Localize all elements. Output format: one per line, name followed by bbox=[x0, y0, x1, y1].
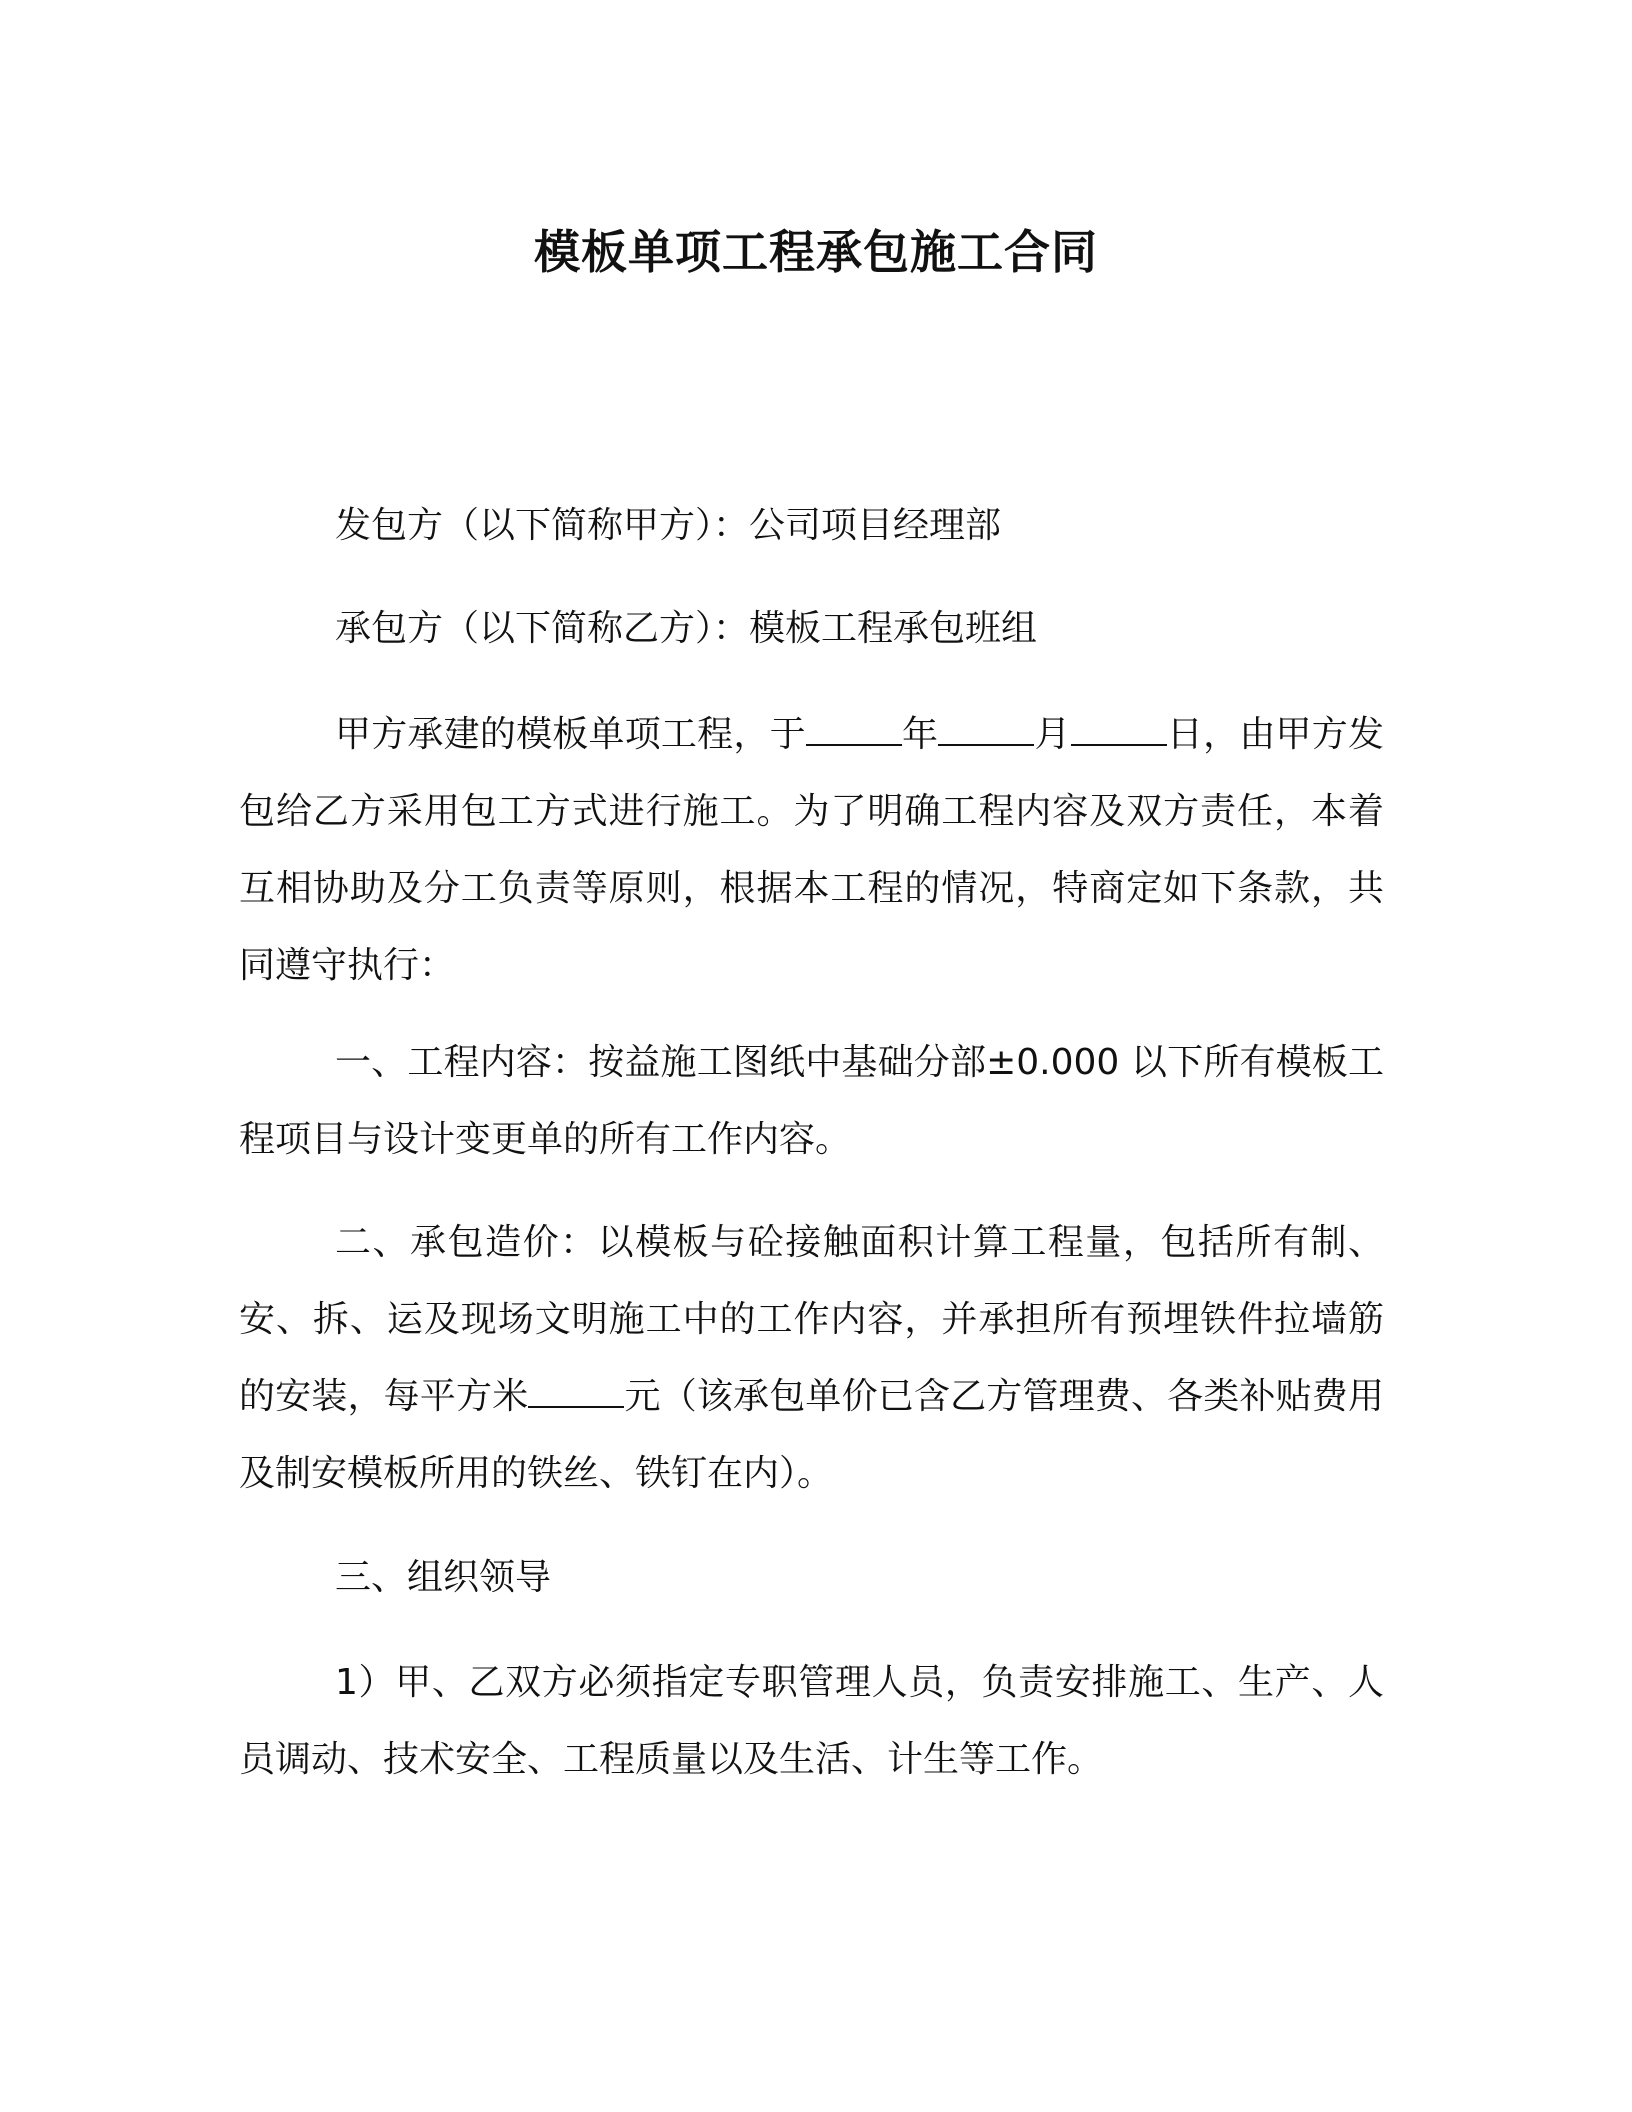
year-blank bbox=[806, 714, 902, 746]
section-1-text: 一、工程内容：按益施工图纸中基础分部±0.000 以下所有模板工程项目与设计变更单的所有工作内容。 bbox=[239, 1042, 1384, 1160]
section-3-heading bbox=[239, 1539, 1384, 1616]
month-label: 月 bbox=[1034, 714, 1071, 755]
day-blank bbox=[1071, 714, 1167, 746]
section-2-text-start: 二、承包造价：以模板与砼接触面积计算工程量，包括所有制、安、拆、运及现场文明施工中的工作内容，并承担所有预埋铁件拉墙筋的安装，每平方米 bbox=[239, 1222, 1384, 1417]
section-3-item-1-text: 1）甲、乙双方必须指定专职管理人员，负责安排施工、生产、人员调动、技术安全、工程质量以及生活、计生等工作。 bbox=[239, 1662, 1384, 1780]
section-1 bbox=[239, 1024, 1384, 1178]
section-2 bbox=[239, 1204, 1384, 1512]
party-b-line bbox=[239, 590, 1384, 667]
party-b-text: 承包方（以下简称乙方）：模板工程承包班组 bbox=[335, 608, 1038, 649]
document-title: 模板单项工程承包施工合同 bbox=[534, 225, 1098, 279]
intro-paragraph bbox=[239, 696, 1384, 1004]
party-a-text: 发包方（以下简称甲方）：公司项目经理部 bbox=[335, 505, 1002, 546]
price-blank bbox=[528, 1376, 624, 1408]
section-2-text-rest: 元（该承包单价已含乙方管理费、各类补贴费用及制安模板所用的铁丝、铁钉在内）。 bbox=[239, 1376, 1384, 1494]
intro-text-start: 甲方承建的模板单项工程，于 bbox=[335, 714, 806, 755]
year-label: 年 bbox=[901, 714, 939, 755]
section-3-heading-text: 三、组织领导 bbox=[335, 1557, 552, 1598]
month-blank bbox=[938, 714, 1034, 746]
party-a-line bbox=[239, 487, 1384, 564]
section-3-item-1 bbox=[239, 1644, 1384, 1798]
intro-text-rest: 日，由甲方发包给乙方采用包工方式进行施工。为了明确工程内容及双方责任，本着互相协助及分工负责等原则，根据本工程的情况，特商定如下条款，共同遵守执行： bbox=[239, 714, 1384, 986]
